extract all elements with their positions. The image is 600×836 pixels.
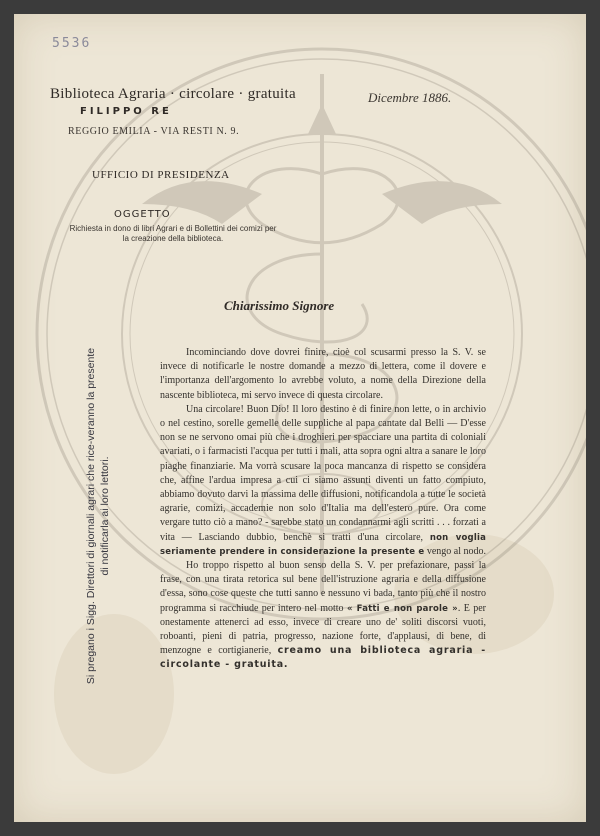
letter-body <box>160 346 486 673</box>
paragraph-2-text: Una circolare! Buon Dio! Il loro destino è di finire non lette, o in archivio o nel cestino, sorelle gemelle delle suppliche al papa cantate dal Belli — D'esse non se ne servono omai più che i droghieri per spacciare una partita di coloniali avariati, o i farmacisti l'acqua per tutti i mali, atta sopra ogni altra a sanare le loro piaghe finanziarie. Ma vorrà scusare la poca mancanza di rispetto se considera che, affine l'ardua impresa a cui ci siamo assunti diventi un fatto compiuto, abbiamo dovuto darvi la massima delle diffusioni, notificandola a tutte le società agrarie, comizi, accademie non solo d'Italia ma dell'estero pure. Ora come vergare tutto ciò a mano? - sarebbe stato un condannarmi agli scritti . . . forzati a vita — Lasciando dubbio, benchè si tratti d'una circolare, <box>160 403 486 543</box>
office-heading: UFFICIO DI PRESIDENZA <box>92 169 230 181</box>
subject-label: OGGETTO <box>114 209 171 220</box>
paragraph-3 <box>160 559 486 673</box>
folio-number: 5536 <box>52 36 92 51</box>
salutation: Chiarissimo Signore <box>224 298 335 313</box>
paragraph-2-emphasis: non voglia seriamente prendere in considerazione la presente e <box>160 532 487 557</box>
paragraph-2 <box>160 403 486 559</box>
paragraph-2-end: vengo al nodo. <box>426 545 486 557</box>
paragraph-3-cont: . E per onestamente attenerci ad esso, invece di creare uno de' soliti discorsi vuoti, roboanti, pieni di patria, progresso, nazione forte, d'applausi, di bene, di menzogne e cortigianerie, <box>160 602 486 657</box>
address-line: REGGIO EMILIA - VIA RESTI N. 9. <box>68 126 240 137</box>
paper-stain <box>54 614 174 774</box>
paragraph-3-motto: « Fatti e non parole » <box>346 603 458 614</box>
institution-title: Biblioteca Agraria · circolare · gratuita <box>50 86 296 102</box>
founder-name: FILIPPO RE <box>80 106 172 117</box>
letter-page <box>14 14 586 822</box>
paragraph-1: Incominciando dove dovrei finire, cioè col scusarmi presso la S. V. se invece di notificarle le nostre domande a mezzo di lettera, come il dovere e l'importanza dell'argomento lo avrebbe voluto, a nome della Direzione della nascente biblioteca, mi servo invece di questa circolare. <box>160 347 486 401</box>
paragraph-3-text: Ho troppo rispetto al buon senso della S. V. per prefazionare, passi la frase, con una tirata retorica sul bene dell'istruzione agraria e della diffusione d'essa, sono cose queste che tutti sanno e nessuno vi bada, tanto più che il nostro programma si racchiude per intero nel motto <box>160 560 486 614</box>
letter-date: Dicembre 1886. <box>368 90 452 105</box>
subject-text: Richiesta in dono di libri Agrari e di Bollettini dei comizi per la creazione della biblioteca. <box>69 224 277 243</box>
paragraph-3-bold: creamo una biblioteca agraria - circolante - gratuita. <box>160 645 487 671</box>
side-note-vertical: Si pregano i Sigg. Direttori di giornali agrari che rice-veranno la presente di notificarla ai loro lettori. <box>85 347 111 685</box>
